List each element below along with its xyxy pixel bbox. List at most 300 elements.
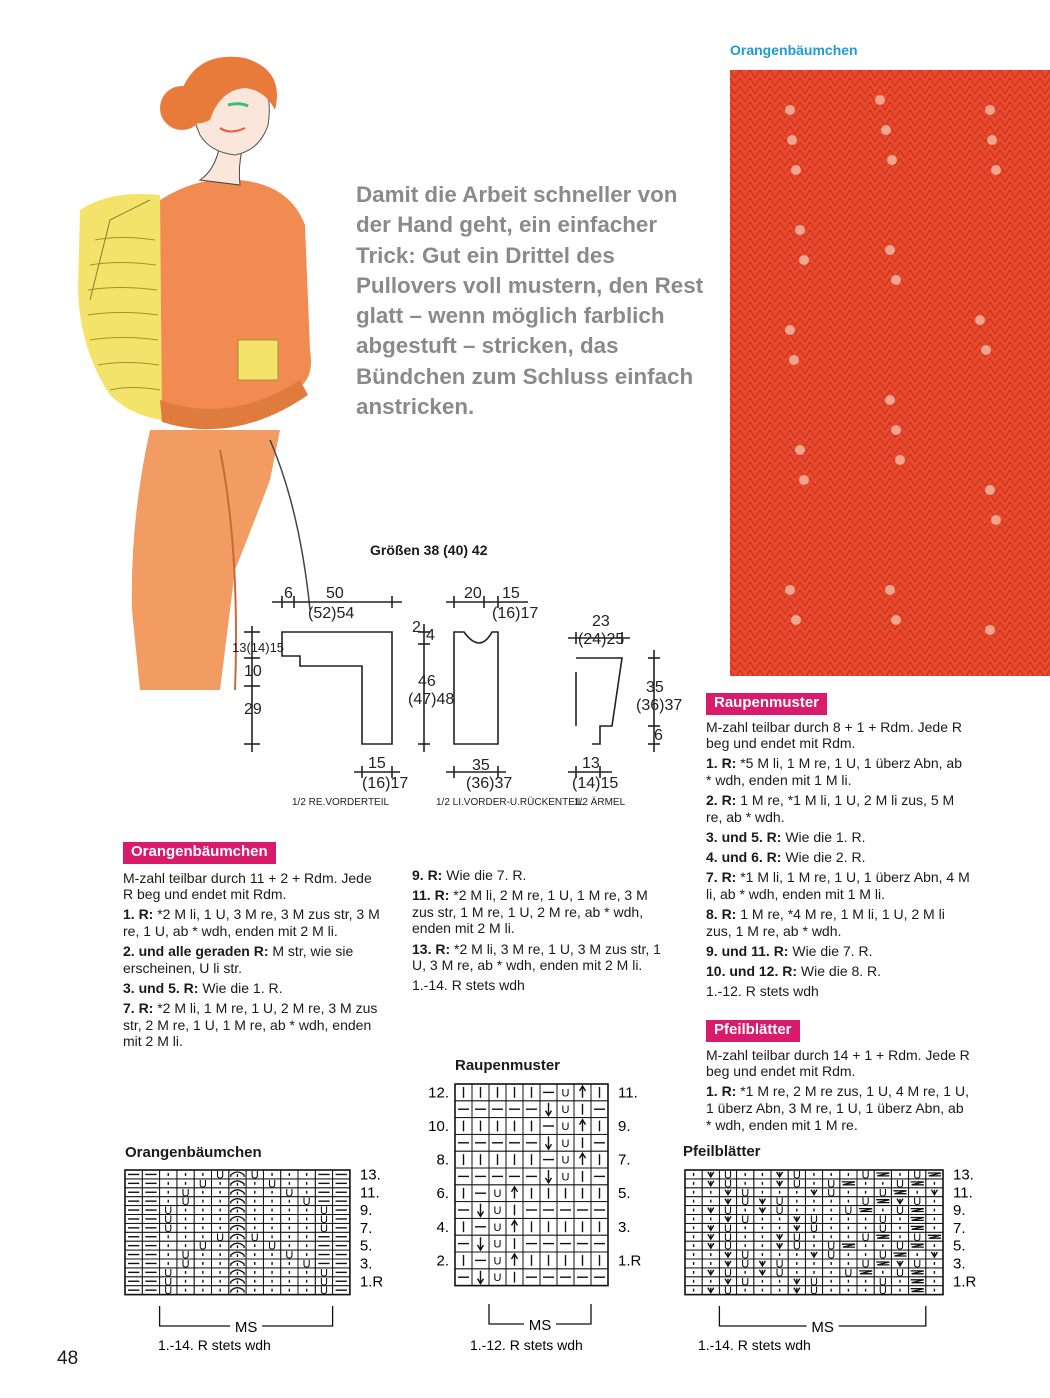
dec3-symbol — [231, 1208, 244, 1213]
decrease-symbol — [725, 1190, 731, 1195]
dec3-symbol — [231, 1225, 244, 1230]
row-number: 5. — [953, 1237, 966, 1255]
front-bottom-sizes: (16)17 — [362, 775, 409, 792]
yarn-over-symbol: U — [878, 1187, 887, 1200]
dec3-symbol — [231, 1234, 244, 1239]
row-label: 13. R: — [412, 940, 451, 957]
yarn-over-symbol: U — [878, 1249, 887, 1262]
row-number: 9. — [953, 1202, 966, 1220]
dec-symbol — [859, 1209, 872, 1212]
row-label: 8. R: — [706, 906, 737, 923]
row-label: 7. R: — [123, 1000, 154, 1017]
body-bottom: 35 — [472, 757, 490, 774]
dec-symbol — [911, 1182, 924, 1185]
yarn-over-symbol: U — [878, 1276, 887, 1289]
yarn-over-symbol: U — [493, 1238, 502, 1251]
sleeve-right-bottom: 6 — [654, 727, 663, 744]
front-left-top: 13(14)15 — [232, 640, 285, 655]
yarn-over-symbol: U — [878, 1222, 887, 1235]
swatch-title: Orangenbäumchen — [730, 42, 858, 58]
yarn-over-symbol: U — [741, 1187, 750, 1200]
yarn-over-symbol: U — [164, 1213, 173, 1226]
yarn-over-symbol: U — [861, 1196, 870, 1209]
row-label: 1. R: — [123, 906, 154, 923]
front-top-small: 6 — [284, 585, 293, 602]
yarn-over-symbol: U — [319, 1213, 328, 1226]
dec-symbol — [911, 1244, 924, 1247]
body-top-right: 15 — [502, 585, 520, 602]
yarn-over-symbol: U — [561, 1154, 570, 1167]
row-number: 11. — [953, 1184, 973, 1202]
decrease-symbol — [546, 1170, 552, 1183]
raupen-tag: Raupenmuster — [706, 693, 827, 715]
yarn-over-symbol: U — [319, 1276, 328, 1289]
row-label: 11. R: — [412, 887, 450, 904]
decrease-symbol — [708, 1270, 714, 1275]
orangen-paragraph — [412, 867, 670, 884]
row-text: 1.-12. R stets wdh — [706, 983, 819, 1000]
orangen-paragraph — [123, 906, 385, 939]
dec3-symbol — [231, 1190, 244, 1195]
orangen-paragraph — [412, 887, 670, 937]
row-number: 1.R — [953, 1273, 977, 1291]
raupen-paragraph — [706, 983, 971, 1000]
yarn-over-symbol: U — [792, 1169, 801, 1182]
row-number: 13. — [953, 1166, 974, 1184]
row-label: 9. und 11. R: — [706, 942, 789, 959]
dec-symbol — [928, 1173, 941, 1176]
raupen-paragraph — [706, 906, 971, 939]
raupen-chart-title: Raupenmuster — [455, 1057, 561, 1074]
decrease-symbol — [725, 1261, 731, 1266]
yarn-over-symbol: U — [792, 1231, 801, 1244]
yarn-over-symbol: U — [827, 1240, 836, 1253]
orangen-paragraph — [123, 980, 385, 997]
yarn-over-symbol: U — [285, 1187, 294, 1200]
dec-symbol — [842, 1244, 855, 1247]
yarn-over-symbol: U — [741, 1213, 750, 1226]
yarn-over-symbol: U — [493, 1188, 502, 1201]
pfeil-instructions — [706, 1020, 971, 1137]
decrease-symbol — [512, 1220, 518, 1232]
decrease-symbol — [708, 1243, 714, 1248]
decrease-symbol — [931, 1190, 937, 1195]
decrease-symbol — [794, 1288, 800, 1293]
yarn-over-symbol: U — [896, 1267, 904, 1280]
sizes-label: Größen 38 (40) 42 — [370, 542, 488, 558]
dec-symbol — [893, 1191, 906, 1194]
row-number: 11. — [618, 1084, 638, 1102]
row-number: 9. — [359, 1202, 373, 1220]
decrease-symbol — [725, 1252, 731, 1257]
yarn-over-symbol: U — [319, 1267, 328, 1280]
row-number: 3. — [359, 1255, 373, 1273]
row-text: *2 M li, 3 M re, 1 U, 3 M zus str, 1 U, 3 M re, ab * wdh, enden mit 2 M li. — [412, 940, 661, 974]
row-label: 7. R: — [706, 869, 737, 886]
decrease-symbol — [546, 1136, 552, 1149]
front-left-mid: 10 — [244, 663, 262, 680]
dec-symbol — [911, 1209, 924, 1212]
dec-symbol — [911, 1289, 924, 1292]
yarn-over-symbol: U — [861, 1169, 870, 1182]
yarn-over-symbol: U — [775, 1258, 784, 1271]
yarn-over-symbol: U — [181, 1258, 190, 1271]
row-number: 3. — [953, 1255, 966, 1273]
yarn-over-symbol: U — [861, 1258, 870, 1271]
yarn-over-symbol: U — [913, 1169, 922, 1182]
orangen-chart-title: Orangenbäumchen — [125, 1144, 262, 1161]
decrease-symbol — [759, 1208, 765, 1213]
body-bottom-sizes: (36)37 — [466, 775, 513, 792]
dec-symbol — [911, 1280, 924, 1283]
yarn-over-symbol: U — [878, 1213, 887, 1226]
yarn-over-symbol: U — [319, 1222, 328, 1235]
row-label: 3. und 5. R: — [706, 828, 782, 845]
decrease-symbol — [725, 1216, 731, 1221]
body-neck-depth2: 4 — [426, 627, 435, 644]
decrease-symbol — [759, 1261, 765, 1266]
pfeil-paragraph — [706, 1047, 971, 1080]
dec-symbol — [876, 1262, 889, 1265]
decrease-symbol — [794, 1216, 800, 1221]
row-text: 1 M re, *4 M re, 1 M li, 1 U, 2 M li zus, 1 M re, ab * wdh. — [706, 906, 945, 939]
row-text: Wie die 2. R. — [781, 849, 866, 866]
raupen-chart — [420, 1080, 660, 1364]
dec3-symbol — [231, 1279, 244, 1284]
row-number: 6. — [436, 1185, 449, 1203]
yarn-over-symbol: U — [216, 1169, 225, 1182]
front-label: 1/2 RE.VORDERTEIL — [292, 797, 390, 808]
pfeil-tag: Pfeilblätter — [706, 1020, 800, 1042]
decrease-symbol — [708, 1288, 714, 1293]
yarn-over-symbol: U — [896, 1205, 904, 1218]
yarn-over-symbol: U — [164, 1222, 173, 1235]
yarn-over-symbol: U — [198, 1178, 207, 1191]
decrease-symbol — [708, 1181, 714, 1186]
yarn-over-symbol: U — [810, 1285, 818, 1298]
orangen-paragraph — [412, 977, 670, 994]
body-height: 46 — [418, 673, 436, 690]
yarn-over-symbol: U — [878, 1285, 887, 1298]
dec-symbol — [876, 1173, 889, 1176]
dec3-symbol — [231, 1172, 244, 1177]
row-label: 9. R: — [412, 867, 443, 883]
sleeve-bottom-sizes: (14)15 — [572, 775, 619, 792]
decrease-symbol — [580, 1086, 586, 1098]
yarn-over-symbol: U — [302, 1196, 311, 1209]
yarn-over-symbol: U — [724, 1267, 732, 1280]
yarn-over-symbol: U — [164, 1267, 173, 1280]
row-label: 2. R: — [706, 792, 737, 809]
yarn-over-symbol: U — [250, 1169, 259, 1182]
dec3-symbol — [231, 1288, 244, 1293]
dec-symbol — [911, 1271, 924, 1274]
yarn-over-symbol: U — [724, 1222, 732, 1235]
orangen-instructions-cont — [412, 867, 670, 998]
row-text: M-zahl teilbar durch 11 + 2 + Rdm. Jede R beg und endet mit Rdm. — [123, 869, 372, 903]
body-height-sizes: (47)48 — [408, 691, 455, 708]
raupen-instructions — [706, 693, 971, 1003]
front-bottom-top: 15 — [368, 755, 386, 772]
raupen-paragraph — [706, 755, 971, 788]
dec3-symbol — [231, 1217, 244, 1222]
yarn-over-symbol: U — [561, 1104, 570, 1117]
yarn-over-symbol: U — [493, 1221, 502, 1234]
decrease-symbol — [708, 1208, 714, 1213]
yarn-over-symbol: U — [844, 1205, 853, 1218]
row-number: 8. — [436, 1151, 449, 1169]
row-text: *1 M li, 1 M re, 1 U, 1 überz Abn, 4 M li, ab * wdh, enden mit 1 M li. — [706, 869, 970, 902]
decrease-symbol — [777, 1234, 783, 1239]
decrease-symbol — [512, 1187, 518, 1199]
row-number: 13. — [359, 1166, 381, 1184]
ms-label: MS — [234, 1319, 258, 1336]
yarn-over-symbol: U — [810, 1213, 818, 1226]
dec-symbol — [911, 1226, 924, 1229]
yarn-over-symbol: U — [302, 1258, 311, 1271]
dec-symbol — [859, 1271, 872, 1274]
yarn-over-symbol: U — [250, 1231, 259, 1244]
row-text: *5 M li, 1 M re, 1 U, 1 überz Abn, ab * wdh, enden mit 1 M li. — [706, 755, 963, 788]
yarn-over-symbol: U — [810, 1276, 818, 1289]
yarn-over-symbol: U — [561, 1137, 570, 1150]
pfeil-chart-title: Pfeilblätter — [683, 1143, 761, 1160]
row-label: 2. und alle geraden R: — [123, 943, 269, 960]
orangen-instructions — [123, 842, 385, 1054]
body-label: 1/2 LI.VORDER-U.RÜCKENTEIL — [436, 797, 584, 808]
row-text: 1.-14. R stets wdh — [412, 977, 525, 994]
yarn-over-symbol: U — [493, 1255, 502, 1268]
row-label: 10. und 12. R: — [706, 963, 798, 980]
row-number: 10. — [428, 1118, 449, 1135]
decrease-symbol — [897, 1199, 903, 1204]
raupen-paragraph — [706, 829, 971, 846]
yarn-over-symbol: U — [724, 1240, 732, 1253]
pfeil-paragraph — [706, 1083, 971, 1133]
yarn-over-symbol: U — [913, 1196, 922, 1209]
yarn-over-symbol: U — [861, 1231, 870, 1244]
yarn-over-symbol: U — [896, 1178, 904, 1191]
orangen-paragraph — [123, 943, 385, 976]
yarn-over-symbol: U — [913, 1258, 922, 1271]
row-text: M-zahl teilbar durch 14 + 1 + Rdm. Jede R beg und endet mit Rdm. — [706, 1046, 970, 1080]
row-label: 4. und 6. R: — [706, 849, 782, 866]
yarn-over-symbol: U — [561, 1171, 570, 1184]
row-number: 3. — [618, 1218, 631, 1236]
row-number: 1.R — [359, 1273, 384, 1291]
decrease-symbol — [580, 1120, 586, 1132]
row-text: M-zahl teilbar durch 8 + 1 + Rdm. Jede R beg und endet mit Rdm. — [706, 718, 963, 752]
row-number: 11. — [359, 1184, 380, 1202]
decrease-symbol — [546, 1103, 552, 1116]
row-text: *2 M li, 1 U, 3 M re, 3 M zus str, 3 M re, 1 U, ab * wdh, enden mit 2 M li. — [123, 906, 380, 939]
yarn-over-symbol: U — [164, 1285, 173, 1298]
ms-label: MS — [528, 1317, 552, 1334]
dec-symbol — [911, 1218, 924, 1221]
page-number: 48 — [57, 1348, 79, 1369]
yarn-over-symbol: U — [827, 1178, 836, 1191]
decrease-symbol — [580, 1153, 586, 1165]
body-top-left: 20 — [464, 585, 482, 602]
row-text: Wie die 8. R. — [797, 963, 882, 980]
row-number: 7. — [618, 1151, 631, 1169]
orangen-tag: Orangenbäumchen — [123, 842, 276, 864]
row-label: 1. R: — [706, 755, 737, 772]
decrease-symbol — [759, 1199, 765, 1204]
row-number: 4. — [436, 1218, 449, 1236]
yarn-over-symbol: U — [741, 1196, 750, 1209]
decrease-symbol — [708, 1172, 714, 1177]
dec3-symbol — [231, 1181, 244, 1186]
repeat-note: 1.-14. R stets wdh — [158, 1337, 271, 1353]
decrease-symbol — [725, 1199, 731, 1204]
yarn-over-symbol: U — [896, 1240, 904, 1253]
decrease-symbol — [512, 1254, 518, 1266]
row-text: *2 M li, 2 M re, 1 U, 1 M re, 3 M zus str, 1 M re, 1 U, 2 M re, ab * wdh, enden mit 2 M li. — [412, 887, 648, 937]
yarn-over-symbol: U — [164, 1205, 173, 1218]
front-top-sizes: (52)54 — [308, 605, 355, 622]
raupen-paragraph — [706, 849, 971, 866]
row-text: *1 M re, 2 M re zus, 1 U, 4 M re, 1 U, 1 überz Abn, 3 M re, 1 U, 1 überz Abn, ab * wdh, enden mit 1 M re. — [706, 1083, 969, 1133]
raupen-paragraph — [706, 792, 971, 825]
yarn-over-symbol: U — [216, 1231, 225, 1244]
yarn-over-symbol: U — [775, 1267, 784, 1280]
yarn-over-symbol: U — [775, 1196, 784, 1209]
row-text: *2 M li, 1 M re, 1 U, 2 M re, 3 M zus str, 2 M re, 1 U, 1 M re, ab * wdh, enden mit 2 M li. — [123, 1000, 378, 1050]
decrease-symbol — [777, 1172, 783, 1177]
orangen-paragraph — [123, 1000, 385, 1050]
yarn-over-symbol: U — [792, 1178, 801, 1191]
row-number: 7. — [953, 1219, 966, 1237]
body-top-sizes: (16)17 — [492, 605, 539, 622]
yarn-over-symbol: U — [844, 1267, 853, 1280]
dec-symbol — [893, 1253, 906, 1256]
decrease-symbol — [777, 1243, 783, 1248]
raupen-paragraph — [706, 943, 971, 960]
pfeil-chart — [680, 1166, 990, 1366]
yarn-over-symbol: U — [285, 1249, 294, 1262]
row-number: 9. — [618, 1118, 631, 1135]
yarn-over-symbol: U — [724, 1169, 732, 1182]
yarn-over-symbol: U — [810, 1222, 818, 1235]
intro-text: Damit die Arbeit schneller von der Hand geht, ein einfacher Trick: Gut ein Drittel des Pullovers voll mustern, den Rest glatt – wenn möglich farblich abgestuft – stricken, das Bündchen zum Schluss einfach anstricken. — [356, 182, 704, 420]
sleeve-right-sizes: (36)37 — [636, 697, 682, 714]
orangen-paragraph — [123, 870, 385, 903]
row-text: Wie die 1. R. — [198, 979, 283, 996]
decrease-symbol — [794, 1279, 800, 1284]
row-label: 1. R: — [706, 1083, 737, 1100]
repeat-note: 1.-14. R stets wdh — [698, 1337, 811, 1353]
yarn-over-symbol: U — [493, 1272, 502, 1285]
yarn-over-symbol: U — [724, 1231, 732, 1244]
dec3-symbol — [231, 1199, 244, 1204]
dec3-symbol — [231, 1261, 244, 1266]
row-label: 3. und 5. R: — [123, 979, 199, 996]
yarn-over-symbol: U — [827, 1249, 836, 1262]
row-number: 2. — [436, 1252, 449, 1270]
yarn-over-symbol: U — [319, 1285, 328, 1298]
yarn-over-symbol: U — [493, 1205, 502, 1217]
yarn-over-symbol: U — [913, 1231, 922, 1244]
yarn-over-symbol: U — [741, 1249, 750, 1262]
yarn-over-symbol: U — [561, 1087, 570, 1100]
yarn-over-symbol: U — [741, 1258, 750, 1271]
yarn-over-symbol: U — [198, 1240, 207, 1253]
raupen-paragraph — [706, 719, 971, 752]
yarn-over-symbol: U — [775, 1205, 784, 1218]
decrease-symbol — [811, 1190, 817, 1195]
dec3-symbol — [231, 1243, 244, 1248]
yarn-over-symbol: U — [792, 1240, 801, 1253]
row-text: Wie die 1. R. — [781, 828, 866, 845]
yarn-over-symbol: U — [268, 1178, 277, 1191]
yarn-over-symbol: U — [181, 1249, 190, 1262]
ms-label: MS — [811, 1319, 834, 1336]
yarn-over-symbol: U — [164, 1276, 173, 1289]
garment-schematic — [222, 576, 682, 812]
knit-swatch-photo — [730, 70, 1050, 676]
decrease-symbol — [897, 1261, 903, 1266]
orangen-chart — [120, 1166, 400, 1366]
row-text: Wie die 7. R. — [442, 867, 527, 883]
front-left-bottom: 29 — [244, 701, 262, 718]
decrease-symbol — [478, 1204, 484, 1217]
dec-symbol — [928, 1235, 941, 1238]
dec3-symbol — [231, 1252, 244, 1257]
row-number: 7. — [359, 1219, 373, 1237]
yarn-over-symbol: U — [724, 1205, 732, 1218]
dec-symbol — [876, 1235, 889, 1238]
dec-symbol — [876, 1200, 889, 1203]
decrease-symbol — [759, 1270, 765, 1275]
yarn-over-symbol: U — [827, 1187, 836, 1200]
orangen-paragraph — [412, 941, 670, 974]
repeat-note: 1.-12. R stets wdh — [470, 1337, 583, 1353]
decrease-symbol — [811, 1252, 817, 1257]
row-number: 5. — [359, 1237, 373, 1255]
yarn-over-symbol: U — [181, 1196, 190, 1209]
decrease-symbol — [478, 1271, 484, 1284]
yarn-over-symbol: U — [561, 1121, 570, 1133]
yarn-over-symbol: U — [724, 1178, 732, 1191]
sleeve-label: 1/2 ÄRMEL — [574, 797, 626, 808]
decrease-symbol — [777, 1181, 783, 1186]
row-number: 5. — [618, 1185, 631, 1203]
row-number: 1.R — [618, 1252, 642, 1270]
decrease-symbol — [708, 1225, 714, 1230]
dec-symbol — [842, 1182, 855, 1185]
row-text: M str, wie sie erscheinen, U li str. — [123, 943, 354, 976]
raupen-paragraph — [706, 869, 971, 902]
row-text: 1 M re, *1 M li, 1 U, 2 M li zus, 5 M re, ab * wdh. — [706, 792, 955, 825]
sleeve-top: 23 — [592, 613, 610, 630]
decrease-symbol — [725, 1279, 731, 1284]
decrease-symbol — [478, 1237, 484, 1250]
sleeve-bottom: 13 — [582, 755, 600, 772]
row-number: 12. — [428, 1084, 449, 1102]
decrease-symbol — [794, 1225, 800, 1230]
body-neck-depth: 2 — [412, 619, 421, 636]
front-top-main: 50 — [326, 585, 344, 602]
yarn-over-symbol: U — [724, 1285, 732, 1298]
dec3-symbol — [231, 1270, 244, 1275]
row-text: Wie die 7. R. — [788, 942, 873, 959]
sleeve-right-top: 35 — [646, 679, 664, 696]
raupen-paragraph — [706, 963, 971, 980]
yarn-over-symbol: U — [181, 1187, 190, 1200]
sleeve-top-sizes: (24)25 — [578, 631, 625, 648]
decrease-symbol — [708, 1234, 714, 1239]
